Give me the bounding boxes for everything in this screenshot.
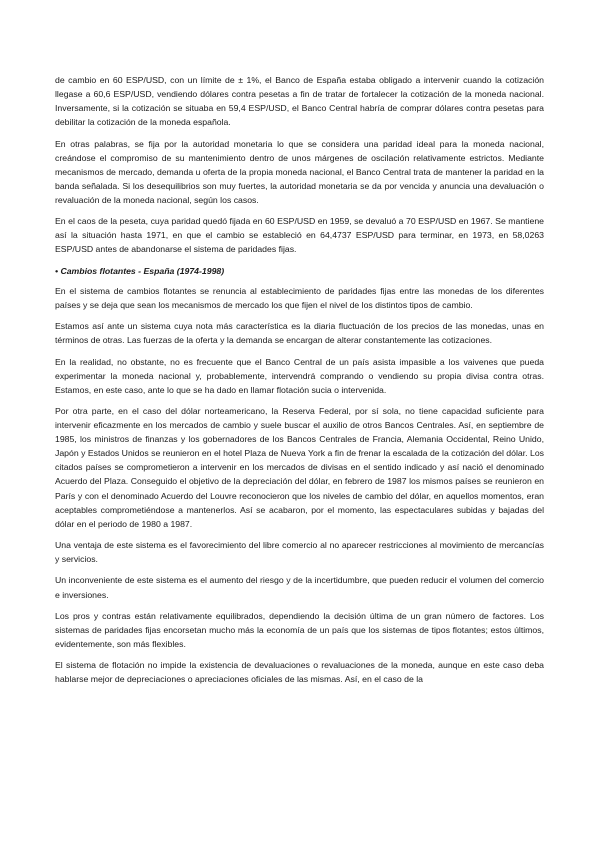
- paragraph-disadvantage: Un inconveniente de este sistema es el aumento del riesgo y de la incertidumbre, que pueden reducir el volumen del comercio e inversiones.: [55, 575, 544, 600]
- paragraph-plaza-louvre: Por otra parte, en el caso del dólar norteamericano, la Reserva Federal, por sí sola, no tiene capacidad suficiente para intervenir eficazmente en los mercados de cambio y suele buscar el auxilio de otros Bancos Centrales. Así, en septiembre de 1985, los ministros de finanzas y los gobernadores de los Bancos Centrales de Francia, Alemania Occidental, Reino Unido, Japón y Estados Unidos se reunieron en el hotel Plaza de Nueva York a fin de frenar la escalada de la cotización del dólar. Los citados países se comprometieron a intervenir en los mercados de divisas en el sentido indicado y así nació el denominado Acuerdo del Plaza. Conseguido el objetivo de la depreciación del dólar, en febrero de 1987 los mismos países se reunieron en París y con el denominado Acuerdo del Louvre reconocieron que los niveles de cambio del dólar, en aquellos momentos, eran aceptables comprometiéndose a mantenerlos. Así se acabaron, por el momento, las espectaculares subidas y bajadas del dólar en el periodo de 1980 a 1987.: [55, 406, 544, 529]
- paragraph-peg-intervention: de cambio en 60 ESP/USD, con un límite de ± 1%, el Banco de España estaba obligado a intervenir cuando la cotización llegase a 60,6 ESP/USD, vendiendo dólares contra pesetas a fin de tratar de fortalecer la cotización de la moneda nacional. Inversamente, si la cotización se situaba en 59,4 ESP/USD, el Banco Central habría de comprar dólares contra pesetas para debilitar la cotización de la moneda española.: [55, 75, 544, 128]
- paragraph-parity-band: En otras palabras, se fija por la autoridad monetaria lo que se considera una paridad ideal para la moneda nacional, creándose el compromiso de su mantenimiento dentro de unos márgenes de oscilación relativamente estrictos. Mediante mecanismos de mercado, demanda u oferta de la propia moneda nacional, el Banco Central trata de mantener la paridad en la banda señalada. Si los desequilibrios son muy fuertes, la autoridad monetaria se da por vencida y anuncia una devaluación o revaluación de la moneda nacional, según los casos.: [55, 138, 544, 205]
- paragraph-peseta-history: En el caos de la peseta, cuya paridad quedó fijada en 60 ESP/USD en 1959, se devaluó a 70 ESP/USD en 1967. Se mantiene así la situación hasta 1971, en que el cambio se estableció en 64,4737 ESP/USD para terminar, en 1973, en 58,0263 ESP/USD antes de abandonarse el sistema de paridades fijas.: [55, 216, 544, 255]
- paragraph-advantage: Una ventaja de este sistema es el favorecimiento del libre comercio al no aparecer restricciones al movimiento de mercancías y servicios.: [55, 540, 544, 565]
- paragraph-dirty-float: En la realidad, no obstante, no es frecuente que el Banco Central de un país asista impasible a los vaivenes que pueda experimentar la moneda nacional y, probablemente, intervendrá comprando o vendiendo su propia divisa contra otras. Estamos, en este caso, ante lo que se ha dado en llamar flotación sucia o intervenida.: [55, 356, 544, 395]
- paragraph-floating-definition: En el sistema de cambios flotantes se renuncia al establecimiento de paridades fijas entre las monedas de los diferentes países y se deja que sean los mecanismos de mercado los que fijen el nivel de los distintos tipos de cambio.: [55, 285, 544, 310]
- section-heading-floating-rates: • Cambios flotantes - España (1974-1998): [55, 265, 225, 276]
- document-body: [55, 73, 544, 694]
- paragraph-daily-fluctuation: Estamos así ante un sistema cuya nota más característica es la diaria fluctuación de los precios de las monedas, unas en términos de otras. Las fuerzas de la oferta y la demanda se encargan de alterar constantemente las cotizaciones.: [55, 321, 544, 346]
- paragraph-pros-cons: Los pros y contras están relativamente equilibrados, dependiendo la decisión última de un gran número de factores. Los sistemas de paridades fijas encorsetan mucho más la economía de un país que los sistemas de tipos flotantes; estos últimos, evidentemente, son más flexibles.: [55, 610, 544, 649]
- paragraph-devaluation-note: El sistema de flotación no impide la existencia de devaluaciones o revaluaciones de la moneda, aunque en este caso deba hablarse mejor de depreciaciones o apreciaciones oficiales de las mismas. Así, en el caso de la: [55, 660, 544, 685]
